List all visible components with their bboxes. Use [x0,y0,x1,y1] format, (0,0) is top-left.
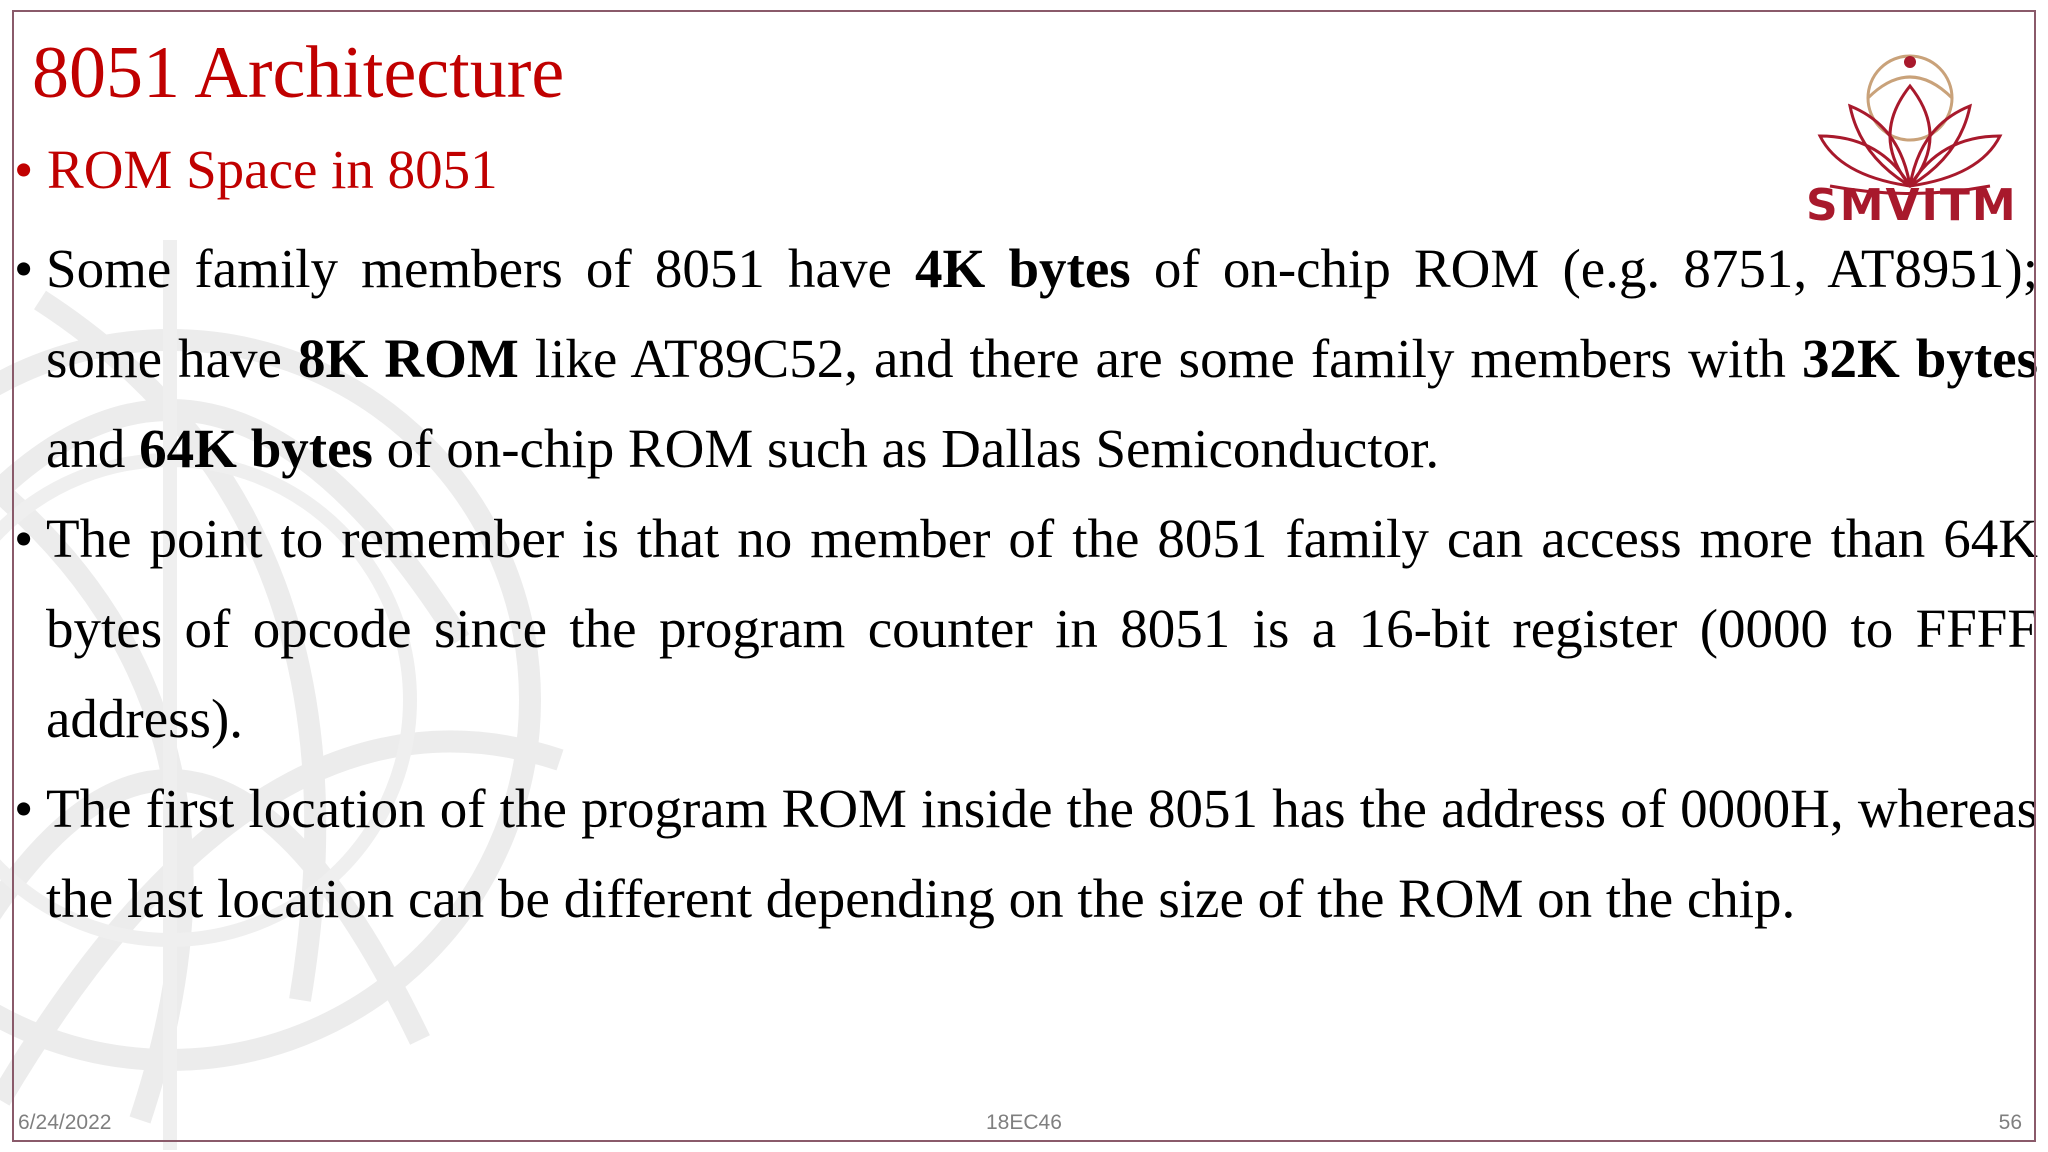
footer-page-number: 56 [1998,1111,2022,1134]
bullet-item-3 [14,764,2038,944]
text-run: and [46,418,140,479]
bullet-item-2 [14,494,2038,764]
text-run: Some family members of 8051 have [46,238,916,299]
bullet-marker: • [14,508,34,569]
subheading-text: ROM Space in 8051 [47,139,498,200]
text-run: of on-chip ROM (e.g. 8751, AT8951); some have [46,238,2039,389]
bold-text-run: 64K bytes [139,418,373,479]
logo-wordmark: SMVITM [1806,180,2018,231]
text-run: The first location of the program ROM inside the 8051 has the address of 0000H, whereas the last location can be different depending on the size of the ROM on the chip. [46,778,2038,929]
bold-text-run: 32K bytes [1801,328,2038,389]
subheading [14,139,498,200]
bullet-marker: • [14,238,34,299]
subheading-bullet: • [14,139,34,200]
bullet-marker: • [14,778,34,839]
bold-text-run: 4K bytes [915,238,1131,299]
footer-date: 6/24/2022 [18,1111,112,1134]
footer-course-code: 18EC46 [986,1111,1062,1134]
text-run: of on-chip ROM such as Dallas Semiconductor. [372,418,1440,479]
bullet-item-1 [14,224,2038,494]
bullet-list [14,224,2038,944]
slide-title: 8051 Architecture [32,32,565,114]
text-run: like AT89C52, and there are some family members with [518,328,1802,389]
text-run: The point to remember is that no member of the 8051 family can access more than 64K bytes of opcode since the program counter in 8051 is a 16-bit register (0000 to FFFF address). [46,508,2038,749]
bold-text-run: 8K ROM [298,328,519,389]
